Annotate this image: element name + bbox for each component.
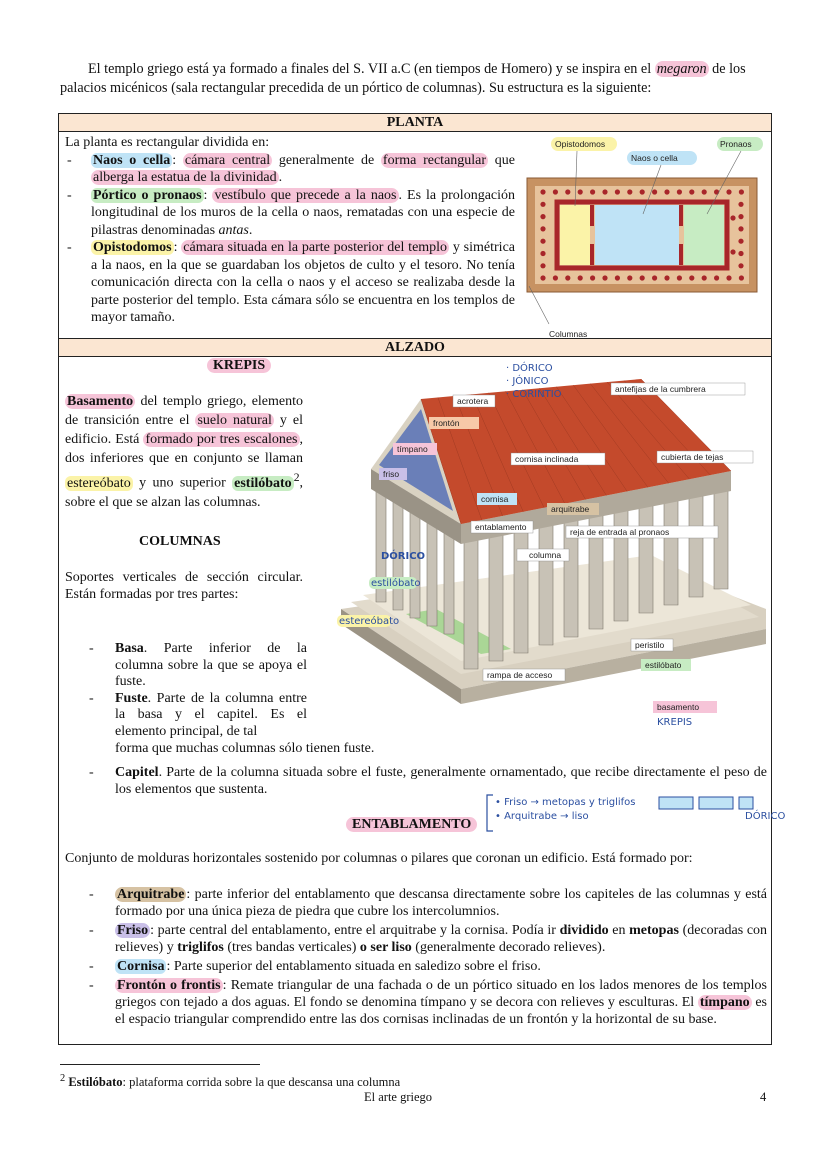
naos-item (65, 152, 515, 187)
krepis-text: y uno superior (139, 475, 226, 491)
arquitrabe-term: Arquitrabe (117, 887, 185, 902)
label-basamento: basamento (657, 702, 700, 712)
basa-item (87, 641, 307, 691)
note-dorico: DÓRICO (745, 811, 786, 822)
estilobato-term: estilóbato (234, 475, 292, 491)
label-entablamento: entablamento (475, 522, 527, 532)
label-cornisa: cornisa (481, 494, 509, 504)
entablamento-handwritten-note (483, 791, 786, 835)
friso-term: Friso (117, 923, 149, 938)
plan-column-dot (565, 275, 570, 280)
plan-column-dot (615, 189, 620, 194)
plan-column-dot (640, 189, 645, 194)
friso-bold: metopas (629, 923, 679, 938)
label-estereobato-hand: estereóbato (339, 616, 400, 627)
temple-plan-diagram (521, 134, 767, 339)
plan-column-dot (540, 189, 545, 194)
planta-section (58, 113, 772, 339)
krepis-text: y el edificio. Está (65, 413, 304, 447)
plan-column-dot (627, 189, 632, 194)
plan-column-dot (738, 251, 743, 256)
portico-highlight: vestíbulo que precede a la naos (214, 187, 397, 203)
fronton-text: es el espacio triangular comprendido entre las dos cornisas inclinadas de un frontón y la horizontal de su base. (115, 995, 767, 1027)
basa-text: . Parte inferior de la columna sobre la que se apoya el fuste. (115, 641, 307, 689)
plan-column-dot (739, 189, 744, 194)
plan-column-dot (590, 275, 595, 280)
note-arquitrabe: • Arquitrabe → liso (495, 811, 589, 822)
megaron-term: megaron (656, 61, 707, 77)
friso-text: en (612, 923, 626, 938)
naos-highlight-3: alberga la estatua de la divinidad (93, 170, 277, 185)
fronton-item (87, 977, 767, 1028)
portico-text: . Es la prolongación longitudinal de los muros de la cella o naos, rematadas con una especie de pilastras denominadas (91, 187, 516, 238)
label-friso: friso (383, 469, 400, 479)
plan-column-dot (738, 263, 743, 268)
alzado-section (58, 339, 786, 1045)
friso-text: (decoradas con relieves) y (115, 923, 768, 955)
fronton-text: : Remate triangular de una fachada o de un pórtico situado en los lados menores de los templos griegos con tejado a dos aguas. El fondo se denomina tímpano y se decora con relieves y esculturas. El (115, 978, 767, 1010)
entablamento-heading-text: ENTABLAMENTO (346, 817, 477, 832)
temple-column (464, 539, 478, 669)
entablamento-heading (346, 817, 477, 833)
planta-lead: La planta es rectangular dividida en: (65, 135, 270, 150)
page-number: 4 (760, 1090, 767, 1104)
plan-column-dot (540, 202, 545, 207)
arquitrabe-text: : parte inferior del entablamento que descansa directamente sobre los capiteles de las columnas y está formado por una única pieza de piedra que cubre los intercolumnios. (115, 887, 767, 919)
plan-column-dot (738, 214, 743, 219)
opistodomos-text: y simétrica a la naos, en la que se guardaban los objetos de culto y el tesoro. No tenía comunicación directa con la cella o naos y el acceso se realizaba desde la parte posterior del templo. Esta cámara sólo se encuentra en los templos de mayor tamaño. (91, 240, 515, 325)
basa-term: Basa (115, 641, 144, 656)
plan-column-dot (578, 189, 583, 194)
plan-column-dot (738, 226, 743, 231)
label-estilobato-hand: estilóbato (371, 578, 421, 589)
temple-column (489, 534, 503, 661)
columnas-paragraph: Soportes verticales de sección circular. Están formadas por tres partes: (65, 570, 303, 602)
friso-bold: triglifos (177, 940, 224, 955)
krepis-highlight: formado por tres escalones (145, 432, 298, 447)
footnote-number: 2 (60, 1073, 66, 1084)
punct: . (278, 170, 283, 185)
plan-column-dot (602, 275, 607, 280)
krepis-text: , dos inferiores que en conjunto se llaman (65, 432, 304, 466)
planta-text (65, 134, 515, 327)
plan-column-dot (702, 275, 707, 280)
label-naos: Naos o cella (631, 153, 678, 163)
friso-item (87, 922, 767, 956)
columnas-heading: COLUMNAS (139, 534, 221, 549)
plan-column-dot (738, 202, 743, 207)
label-dorico: · DÓRICO (506, 363, 553, 374)
plan-column-dot (615, 275, 620, 280)
alzado-title: ALZADO (59, 339, 771, 357)
plan-column-dot (553, 189, 558, 194)
label-rampa: rampa de acceso (487, 670, 553, 680)
opistodomos-item (65, 239, 515, 327)
footnote-term: Estilóbato (68, 1075, 123, 1090)
temple-column (614, 509, 628, 621)
footer-title: El arte griego (364, 1090, 433, 1104)
footnote-ref: 2 (293, 471, 300, 484)
temple-column (689, 494, 703, 597)
intro-paragraph (60, 60, 776, 98)
planta-title: PLANTA (59, 114, 771, 132)
arquitrabe-item (87, 886, 767, 920)
plan-column-dot (677, 189, 682, 194)
plan-column-dot (730, 249, 735, 254)
cornisa-text: : Parte superior del entablamento situada en saledizo sobre el friso. (166, 959, 541, 974)
naos-highlight-1: cámara central (184, 152, 271, 168)
footnote (60, 1073, 400, 1090)
estereobato-term: estereóbato (67, 475, 131, 491)
plan-column-dot (640, 275, 645, 280)
plan-column-dot (553, 275, 558, 280)
fuste-text: . Parte de la columna entre la basa y el capitel. Es el elemento principal, de tal (115, 690, 307, 739)
opistodomos-highlight: cámara situada en la parte posterior del templo (183, 240, 448, 255)
footnote-divider (60, 1064, 260, 1065)
plan-column-dot (738, 239, 743, 244)
footnote-text: : plataforma corrida sobre la que descansa una columna (122, 1075, 401, 1090)
label-estilobato: estilóbato (645, 660, 682, 670)
plan-column-dot (689, 189, 694, 194)
krepis-heading-text: KREPIS (207, 358, 271, 373)
fuste-item (87, 691, 307, 741)
punct: : (203, 187, 208, 203)
punct: : (172, 152, 177, 168)
plan-column-dot (540, 251, 545, 256)
plan-column-dot (730, 215, 735, 220)
plan-column-dot (689, 275, 694, 280)
friso-bold: o ser liso (359, 940, 412, 955)
opistodomos-term: Opistodomos (93, 240, 172, 255)
punct: : (173, 240, 178, 255)
plan-column-dot (590, 189, 595, 194)
label-cubierta: cubierta de tejas (661, 452, 724, 462)
label-columnas: Columnas (549, 329, 588, 339)
plan-column-dot (726, 189, 731, 194)
intro-text-2: de los palacios micénicos (sala rectangular precedida de un pórtico de columnas). Su estructura es la siguiente: (60, 61, 746, 96)
label-arquitrabe: arquitrabe (551, 504, 590, 514)
plan-column-dot (602, 189, 607, 194)
krepis-heading (207, 358, 271, 374)
friso-bold: dividido (559, 923, 609, 938)
label-reja: reja de entrada al pronaos (570, 527, 670, 537)
basamento-term: Basamento (67, 394, 134, 409)
label-pronaos: Pronaos (720, 139, 752, 149)
capitel-text: . Parte de la columna situada sobre el fuste, generalmente ornamentado, que recibe directamente el peso de los elementos que sustenta. (115, 765, 767, 797)
plan-column-dot (726, 275, 731, 280)
label-opistodomos: Opistodomos (555, 139, 606, 149)
plan-column-dot (627, 275, 632, 280)
entablamento-list (87, 886, 767, 1028)
krepis-highlight: suelo natural (197, 413, 272, 428)
label-corintio: · CORINTIO (506, 389, 562, 400)
label-acrotera: acrotera (457, 396, 489, 406)
temple-elevation-illustration (311, 359, 771, 739)
fuste-text-tail: forma que muchas columnas sólo tienen fuste. (115, 741, 375, 756)
krepis-paragraph (65, 392, 303, 512)
note-friso: • Friso → metopas y triglifos (495, 797, 636, 808)
naos-text: generalmente de (278, 152, 375, 168)
fronton-term: Frontón o frontis (117, 978, 221, 993)
cornisa-term: Cornisa (117, 959, 165, 974)
krepis-text: , sobre el que se alzan las columnas. (65, 475, 304, 510)
plan-column-dot (652, 189, 657, 194)
punct: . (248, 222, 253, 238)
label-columna: columna (529, 550, 562, 560)
plan-column-dot (540, 214, 545, 219)
plan-column-dot (540, 275, 545, 280)
label-fronton: frontón (433, 418, 460, 428)
label-jonico: · JÓNICO (506, 376, 549, 387)
plan-column-dot (677, 275, 682, 280)
label-krepis: KREPIS (657, 717, 693, 728)
plan-column-dot (540, 263, 545, 268)
plan-column-dot (578, 275, 583, 280)
plan-column-dot (540, 239, 545, 244)
label-antefijas: antefijas de la cumbrera (615, 384, 706, 394)
fuste-term: Fuste (115, 690, 148, 706)
label-timpano: tímpano (397, 444, 428, 454)
label-peristilo: peristilo (635, 640, 665, 650)
temple-column (714, 489, 728, 589)
temple-column (639, 504, 653, 613)
entablamento-intro: Conjunto de molduras horizontales sostenido por columnas o pilares que coronan un edificio. Está formado por: (65, 851, 693, 866)
plan-column-dot (714, 189, 719, 194)
columnas-list (87, 641, 307, 740)
intro-text-1: El templo griego está ya formado a finales del S. VII a.C (en tiempos de Homero) y se inspira en el (88, 61, 652, 77)
krepis-text: del templo griego, elemento de transición entre el (65, 394, 303, 428)
plan-column-dot (664, 189, 669, 194)
plan-column-dot (664, 275, 669, 280)
friso-text: (tres bandas verticales) (227, 940, 357, 955)
label-dorico-2: DÓRICO (381, 551, 426, 562)
friso-text: (generalmente decorado relieves). (415, 940, 606, 955)
naos-term: Naos o cella (93, 152, 171, 168)
naos-text-2: que (494, 152, 515, 168)
naos-highlight-2: forma rectangular (382, 152, 487, 168)
temple-column (539, 524, 553, 645)
temple-column (514, 529, 528, 653)
cornisa-item (87, 958, 767, 975)
plan-column-dot (739, 275, 744, 280)
friso-text: : parte central del entablamento, entre el arquitrabe y la cornisa. Podía ir (150, 923, 556, 938)
plan-column-dot (652, 275, 657, 280)
timpano-term: tímpano (699, 995, 750, 1010)
plan-column-dot (540, 226, 545, 231)
plan-column-dot (565, 189, 570, 194)
plan-column-dot (702, 189, 707, 194)
plan-column-dot (714, 275, 719, 280)
temple-column (664, 499, 678, 605)
antas-term: antas (218, 222, 249, 238)
portico-item (65, 187, 515, 240)
portico-term: Pórtico o pronaos (93, 187, 202, 203)
capitel-term: Capitel (115, 765, 159, 780)
label-cornisa-inclinada: cornisa inclinada (515, 454, 579, 464)
